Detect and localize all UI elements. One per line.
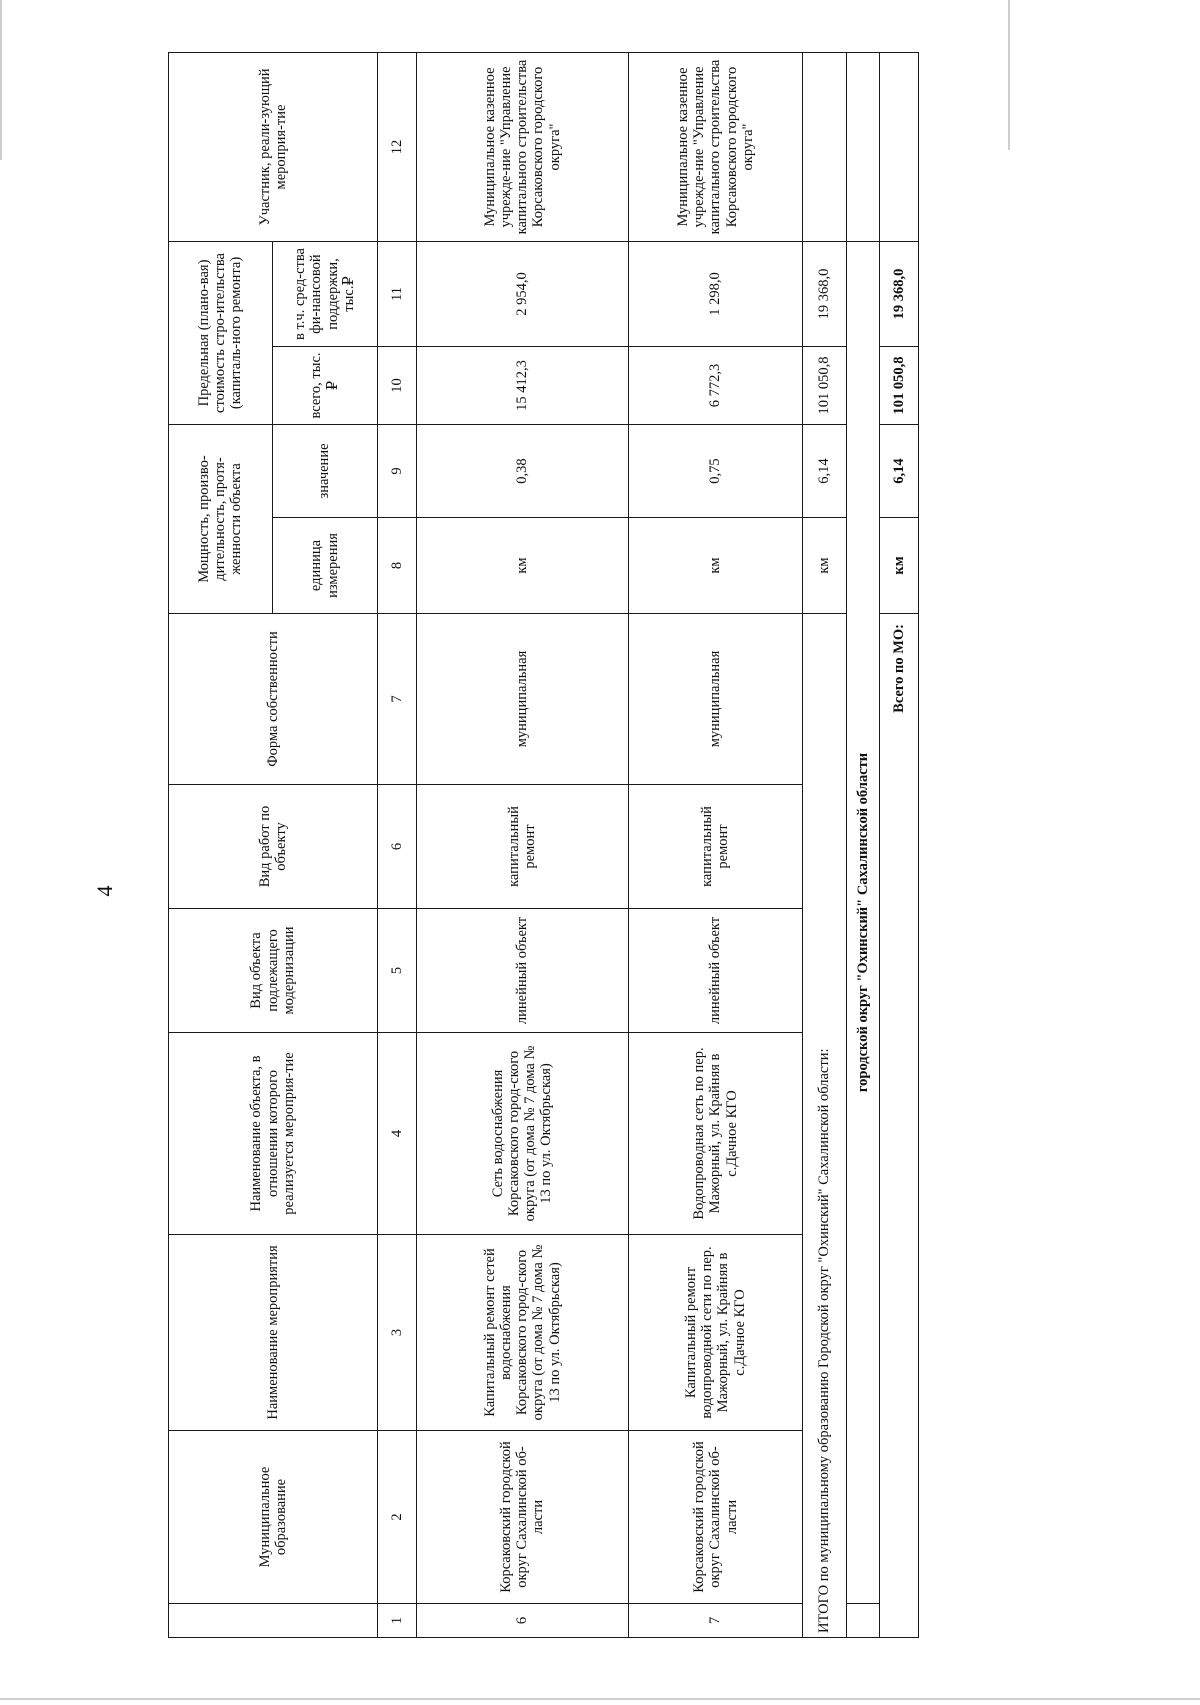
header-object-type: Вид объекта подлежащего модернизации	[169, 909, 378, 1033]
row-cost-fin: 2 954,0	[416, 241, 628, 346]
section-blank	[846, 1604, 879, 1638]
column-number: 10	[377, 347, 416, 425]
row-cost-total: 15 412,3	[416, 347, 628, 425]
header-capacity: Мощность, произво-дительность, протя-женности объекта	[169, 425, 273, 614]
row-cost-fin: 1 298,0	[628, 241, 803, 346]
section-label: городской округ "Охинский" Сахалинской области	[846, 241, 879, 1603]
row-number: 6	[416, 1604, 628, 1638]
header-measure: Наименование мероприятия	[169, 1235, 378, 1431]
header-work-type: Вид работ по объекту	[169, 785, 378, 909]
row-work-type: капитальный ремонт	[628, 785, 803, 909]
column-number-row	[377, 52, 416, 1637]
total-row	[879, 52, 918, 1637]
itogo-unit: км	[803, 518, 847, 614]
row-mo: Корсаковский городской округ Сахалинской об-ласти	[628, 1431, 803, 1604]
row-ownership: муниципальная	[628, 614, 803, 785]
header-participant: Участник, реали-зующий мероприя-тие	[169, 52, 378, 241]
column-number: 11	[377, 241, 416, 346]
section-row	[846, 52, 879, 1637]
column-number: 7	[377, 614, 416, 785]
row-measure: Капитальный ремонт сетей водоснабжения Корсаковского город-ского округа (от дома № 7 дома № 13 по ул. Октябрьская)	[416, 1235, 628, 1431]
data-table	[168, 52, 919, 1638]
header-object: Наименование объекта, в отношении которого реализуется мероприя-тие	[169, 1033, 378, 1235]
page-number: 4	[92, 885, 117, 897]
row-value: 0,38	[416, 425, 628, 518]
column-number: 1	[377, 1604, 416, 1638]
column-number: 9	[377, 425, 416, 518]
scan-edge-line	[1008, 0, 1010, 150]
row-cost-total: 6 772,3	[628, 347, 803, 425]
row-object-type: линейный объект	[628, 909, 803, 1033]
total-cost-fin: 19 368,0	[879, 241, 918, 346]
itogo-cost-total: 101 050,8	[803, 347, 847, 425]
itogo-blank	[803, 52, 847, 241]
header-cost-fin: в т.ч. сред-ства фи-нансовой поддержки, тыс.₽	[272, 241, 377, 346]
row-value: 0,75	[628, 425, 803, 518]
total-blank	[879, 52, 918, 241]
total-cost-total: 101 050,8	[879, 347, 918, 425]
row-object-type: линейный объект	[416, 909, 628, 1033]
rotated-table-container	[168, 53, 919, 1638]
total-unit: км	[879, 518, 918, 614]
row-mo: Корсаковский городской округ Сахалинской об-ласти	[416, 1431, 628, 1604]
column-number: 12	[377, 52, 416, 241]
column-number: 6	[377, 785, 416, 909]
column-number: 4	[377, 1033, 416, 1235]
column-number: 3	[377, 1235, 416, 1431]
column-number: 2	[377, 1431, 416, 1604]
itogo-row	[803, 52, 847, 1637]
row-participant: Муниципальное казенное учрежде-ние "Управление капитального строительства Корсаковского городского округа"	[628, 52, 803, 241]
total-label: Всего по МО:	[879, 614, 918, 1638]
header-cell-blank	[169, 1604, 378, 1638]
scan-edge-line	[0, 1698, 1200, 1700]
header-value: значение	[272, 425, 377, 518]
row-participant: Муниципальное казенное учрежде-ние "Управление капитального строительства Корсаковского городского округа"	[416, 52, 628, 241]
header-mo: Муниципальное образование	[169, 1431, 378, 1604]
row-unit: км	[416, 518, 628, 614]
itogo-value: 6,14	[803, 425, 847, 518]
total-value: 6,14	[879, 425, 918, 518]
header-ownership: Форма собственности	[169, 614, 378, 785]
header-row-1	[169, 52, 273, 1637]
row-work-type: капитальный ремонт	[416, 785, 628, 909]
column-number: 5	[377, 909, 416, 1033]
row-ownership: муниципальная	[416, 614, 628, 785]
column-number: 8	[377, 518, 416, 614]
header-unit: единица измерения	[272, 518, 377, 614]
row-number: 7	[628, 1604, 803, 1638]
table-row	[416, 52, 628, 1637]
itogo-cost-fin: 19 368,0	[803, 241, 847, 346]
row-unit: км	[628, 518, 803, 614]
section-blank	[846, 52, 879, 241]
header-cost: Предельная (плано-вая) стоимость стро-ительства (капиталь-ного ремонта)	[169, 241, 273, 424]
row-measure: Капитальный ремонт водопроводной сети по пер. Мажорный, ул. Крайняя в с.Дачное КГО	[628, 1235, 803, 1431]
scan-edge-line	[0, 0, 2, 160]
header-cost-total: всего, тыс.₽	[272, 347, 377, 425]
itogo-label: ИТОГО по муниципальному образованию Городской округ "Охинский" Сахалинской области:	[803, 614, 847, 1638]
row-object: Водопроводная сеть по пер. Мажорный, ул. Крайняя в с.Дачное КГО	[628, 1033, 803, 1235]
row-object: Сеть водоснабжения Корсаковского город-ского округа (от дома № 7 дома № 13 по ул. Октябрьская)	[416, 1033, 628, 1235]
table-row	[628, 52, 803, 1637]
